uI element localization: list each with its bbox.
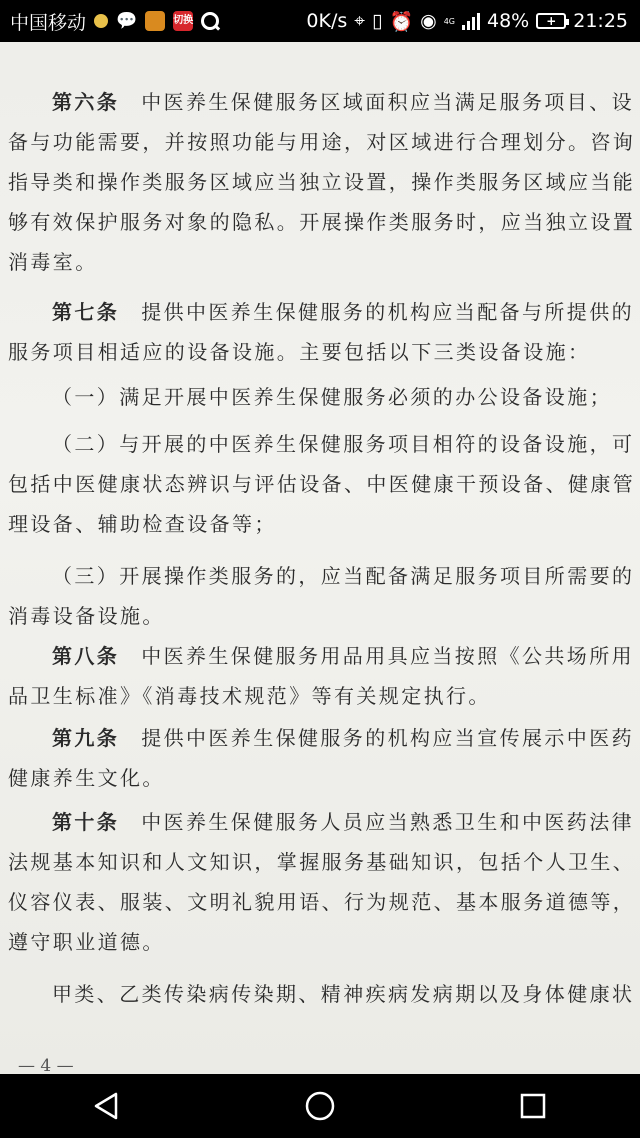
article-10 bbox=[8, 802, 638, 962]
article-7-text: 提供中医养生保健服务的机构应当配备与所提供的服务项目相适应的设备设施。主要包括以下三类设备设施： bbox=[8, 300, 635, 364]
notification-dot-icon bbox=[94, 14, 108, 28]
clock: 21:25 bbox=[573, 10, 628, 32]
article-6-heading: 第六条 bbox=[52, 90, 120, 114]
app-red-icon: 切换 bbox=[173, 11, 193, 31]
page-number: — 4 — bbox=[18, 1056, 74, 1074]
article-7-item-2: （二）与开展的中医养生保健服务项目相符的设备设施，可包括中医健康状态辨识与评估设备、中医健康干预设备、健康管理设备、辅助检查设备等； bbox=[8, 432, 636, 536]
article-9-heading: 第九条 bbox=[52, 726, 120, 750]
alarm-icon: ⏰ bbox=[389, 10, 414, 33]
carrier-label: 中国移动 bbox=[10, 11, 87, 34]
document-page[interactable] bbox=[0, 42, 640, 1074]
article-11-start: 甲类、乙类传染病传染期、精神疾病发病期以及身体健康状 bbox=[52, 982, 635, 1006]
home-circle-icon bbox=[304, 1090, 336, 1122]
article-6 bbox=[8, 82, 638, 282]
article-8 bbox=[8, 636, 638, 716]
recents-button[interactable] bbox=[503, 1081, 563, 1131]
search-app-icon bbox=[201, 12, 219, 30]
article-7-item-3: （三）开展操作类服务的，应当配备满足服务项目所需要的消毒设备设施。 bbox=[8, 564, 635, 628]
article-8-heading: 第八条 bbox=[52, 644, 120, 668]
home-button[interactable] bbox=[290, 1081, 350, 1131]
eye-icon: ◉ bbox=[420, 10, 437, 32]
recents-square-icon bbox=[519, 1092, 547, 1120]
article-10-heading: 第十条 bbox=[52, 810, 120, 834]
article-9-text: 提供中医养生保健服务的机构应当宣传展示中医药健康养生文化。 bbox=[8, 726, 635, 790]
article-8-text: 中医养生保健服务用品用具应当按照《公共场所用品卫生标准》《消毒技术规范》等有关规定执行。 bbox=[8, 644, 635, 708]
wechat-icon: 💬 bbox=[116, 11, 138, 31]
battery-percent: 48% bbox=[487, 10, 530, 32]
article-6-text: 中医养生保健服务区域面积应当满足服务项目、设备与功能需要，并按照功能与用途，对区域进行合理划分。咨询指导类和操作类服务区域应当独立设置，操作类服务区域应当能够有效保护服务对象的隐私。开展操作类服务时，应当独立设置消毒室。 bbox=[8, 90, 636, 274]
net-speed: 0K/s bbox=[306, 10, 348, 32]
article-10-text: 中医养生保健服务人员应当熟悉卫生和中医药法律法规基本知识和人文知识，掌握服务基础知识，包括个人卫生、仪容仪表、服装、文明礼貌用语、行为规范、基本服务道德等，遵守职业道德。 bbox=[8, 810, 636, 954]
location-icon: ⌖ bbox=[354, 10, 365, 32]
article-7-item-1: （一）满足开展中医养生保健服务必须的办公设备设施； bbox=[52, 385, 612, 409]
signal-icon bbox=[462, 12, 480, 30]
back-triangle-icon bbox=[92, 1091, 122, 1121]
vibrate-icon: ▯ bbox=[371, 10, 383, 32]
back-button[interactable] bbox=[77, 1081, 137, 1131]
article-7-heading: 第七条 bbox=[52, 300, 120, 324]
status-bar bbox=[0, 0, 640, 42]
taobao-icon bbox=[145, 11, 165, 31]
network-type: 4G bbox=[443, 16, 455, 26]
battery-icon: + bbox=[536, 13, 566, 29]
navigation-bar bbox=[0, 1074, 640, 1138]
article-9 bbox=[8, 718, 638, 798]
article-7 bbox=[8, 292, 638, 372]
